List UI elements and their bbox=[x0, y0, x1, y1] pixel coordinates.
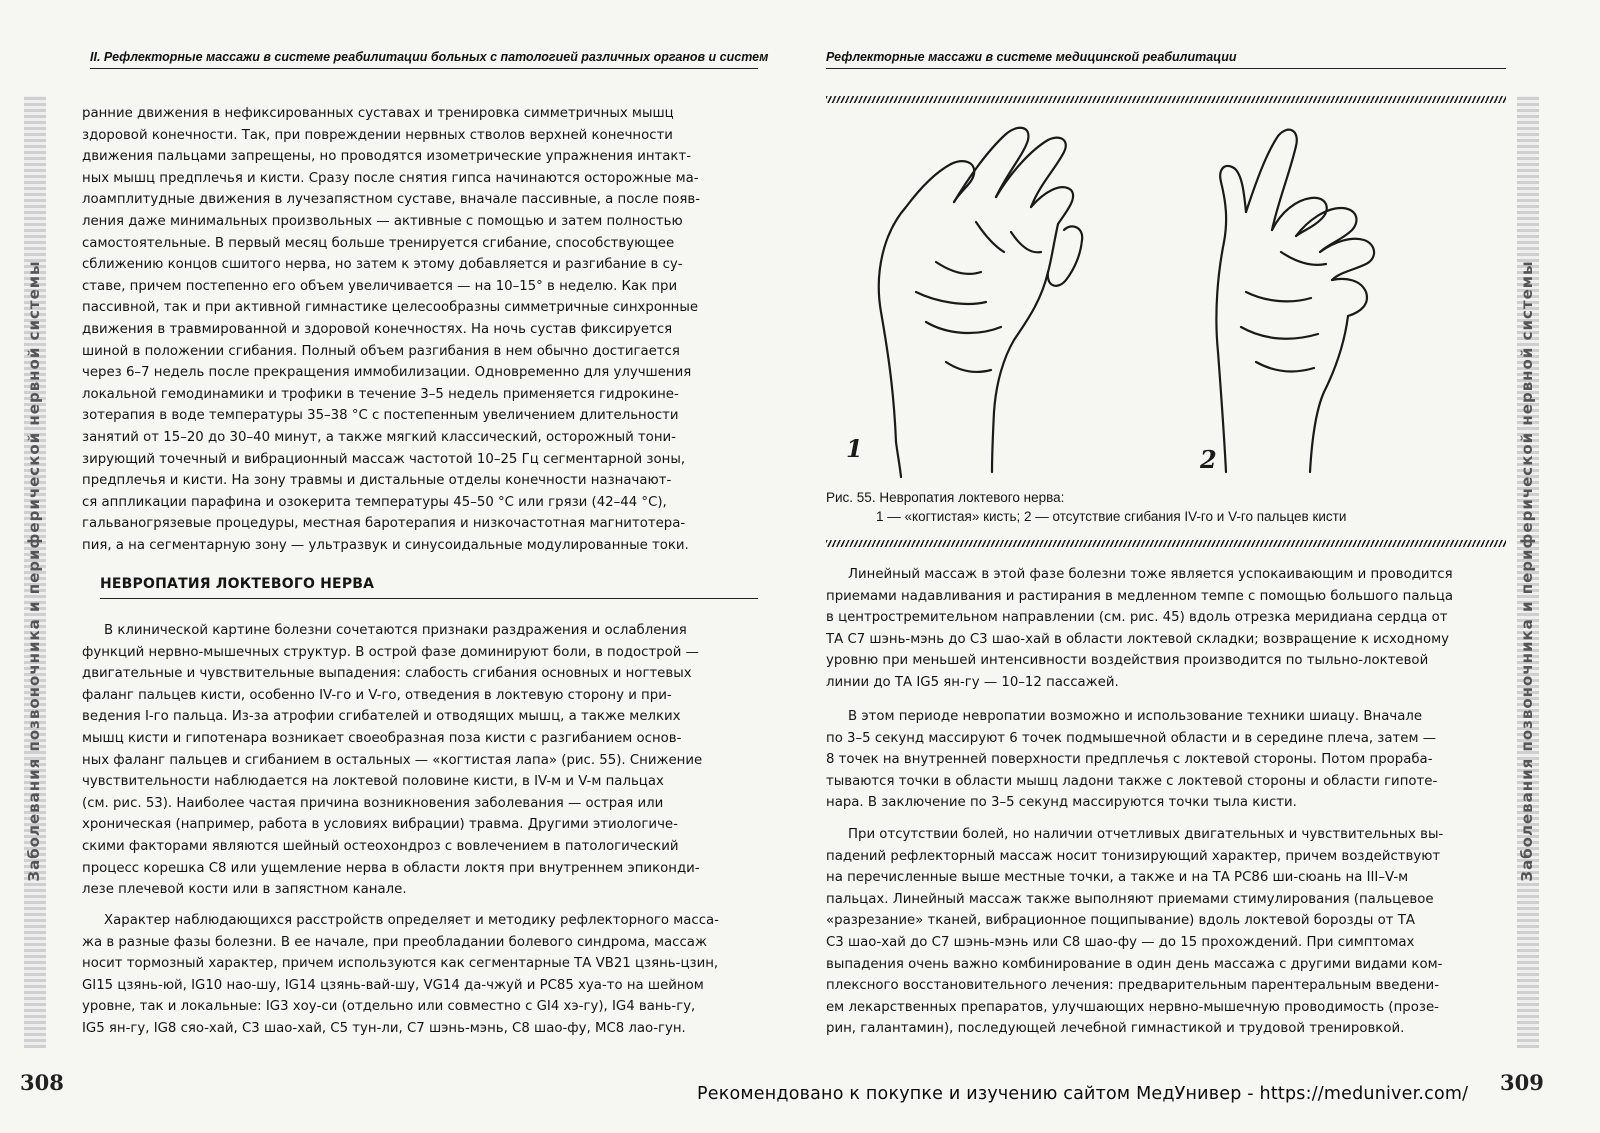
text-line: пальцах. Линейный массаж также выполняют приемами стимулирования (пальцевое bbox=[826, 891, 1434, 907]
text-line: IG5 ян-гу, IG8 сяо-хай, С3 шао-хай, С5 тун-ли, С7 шэнь-мэнь, С8 шао-фу, МС8 лао-гун. bbox=[82, 1020, 686, 1036]
text-line: ных фаланг пальцев и сгибанием в остальных — «когтистая лапа» (рис. 55). Снижение bbox=[82, 752, 703, 768]
text-line: GI15 цзянь-юй, IG10 нао-шу, IG14 цзянь-вай-шу, VG14 да-чжуй и РС85 хуа-то на шейном bbox=[82, 977, 704, 993]
figure-caption bbox=[826, 488, 1506, 526]
text-line: носит тормозный характер, причем используются как сегментарные ТА VB21 цзянь-цзин, bbox=[82, 956, 719, 972]
text-line: по 3–5 секунд массируют 6 точек подмышечной области и в середине плеча, затем — bbox=[826, 730, 1437, 746]
page-number-left: 308 bbox=[20, 1070, 64, 1095]
text-line: тываются точки в области мышц ладони также с локтевой стороны и области гипоте- bbox=[826, 773, 1438, 789]
text-line: лезе плечевой кости или в запястном канале. bbox=[82, 882, 407, 898]
right-paragraph-2 bbox=[826, 706, 1506, 814]
hands-illustration bbox=[826, 112, 1506, 482]
text-line: локальной гемодинамики и трофики в течение 3–5 недель применяется гидрокине- bbox=[82, 386, 679, 402]
side-strip-left bbox=[24, 96, 46, 1048]
text-line: в центростремительном направлении (см. рис. 45) вдоль отрезка меридиана сердца от bbox=[826, 610, 1448, 626]
text-line: ных мышц предплечья и кисти. Сразу после снятия гипса начинаются осторожные ма- bbox=[82, 170, 699, 186]
caption-line-2: 1 — «когтистая» кисть; 2 — отсутствие сгибания IV-го и V-го пальцев кисти bbox=[876, 509, 1347, 524]
text-line: ранние движения в нефиксированных суставах и тренировка симметричных мышц bbox=[82, 106, 674, 121]
hatch-rule-bottom bbox=[826, 540, 1506, 547]
text-line: гальваногрязевые процедуры, местная баротерапия и низкочастотная магнитотера- bbox=[82, 516, 686, 532]
claw-hand-drawing bbox=[879, 128, 1082, 477]
text-line: пия, а на сегментарную зону — ультразвук и синусоидальные модулированные токи. bbox=[82, 537, 689, 553]
text-line: чувствительности наблюдается на локтевой половине кисти, в IV-м и V-м пальцах bbox=[82, 774, 664, 790]
text-line: процесс корешка С8 или ущемление нерва в области локтя при внутреннем эпиконди- bbox=[82, 860, 700, 876]
text-line: зирующий точечный и вибрационный массаж частотой 10–25 Гц сегментарной зоны, bbox=[82, 451, 686, 467]
text-line: шиной в положении сгибания. Полный объем разгибания в нем обычно достигается bbox=[82, 343, 680, 359]
running-head-right: Рефлекторные массажи в системе медицинской реабилитации bbox=[826, 50, 1506, 69]
section-title: НЕВРОПАТИЯ ЛОКТЕВОГО НЕРВА bbox=[100, 576, 758, 599]
text-line: предплечья и кисти. На зону травмы и дистальные отделы конечности назначают- bbox=[82, 473, 672, 489]
watermark-link[interactable]: Рекомендовано к покупке и изучению сайтом МедУнивер - https://meduniver.com/ bbox=[697, 1084, 1469, 1104]
fist-hand-drawing bbox=[1216, 130, 1374, 472]
text-line: двигательные и чувствительные выпадения: слабость сгибания основных и ногтевых bbox=[82, 666, 692, 682]
text-line: самостоятельные. В первый месяц больше тренируется сгибание, способствующее bbox=[82, 235, 675, 251]
text-line: ления даже минимальных произвольных — активные с помощью и затем полностью bbox=[82, 213, 683, 229]
hatch-rule-top bbox=[826, 96, 1506, 103]
text-line: мышц кисти и гипотенара возникает своеобразная поза кисти с разгибанием основ- bbox=[82, 730, 682, 746]
right-paragraph-1 bbox=[826, 564, 1506, 694]
left-paragraph-2 bbox=[82, 620, 758, 901]
figure-label-1: 1 bbox=[846, 434, 863, 463]
text-line: движения в травмированной и здоровой конечностях. На ночь сустав фиксируется bbox=[82, 321, 673, 337]
text-line: (см. рис. 53). Наиболее частая причина возникновения заболевания — острая или bbox=[82, 795, 664, 811]
text-line: При отсутствии болей, но наличии отчетливых двигательных и чувствительных вы- bbox=[848, 827, 1444, 842]
text-line: через 6–7 недель после прекращения иммобилизации. Одновременно для улучшения bbox=[82, 365, 692, 381]
text-line: на перечисленные выше местные точки, а также и на ТА РС86 ши-сюань на III–V-м bbox=[826, 870, 1409, 886]
text-line: 8 точек на внутренней поверхности предплечья с локтевой стороны. Потом прораба- bbox=[826, 752, 1433, 768]
text-line: жа в разные фазы болезни. В ее начале, при преобладании болевого синдрома, массаж bbox=[82, 934, 707, 950]
text-line: хроническая (например, работа в условиях вибрации) травма. Другими этиологиче- bbox=[82, 817, 678, 833]
text-line: занятий от 15–20 до 30–40 минут, а также мягкий классический, осторожный тони- bbox=[82, 429, 676, 445]
text-line: нара. В заключение по 3–5 секунд массируются точки тыла кисти. bbox=[826, 795, 1297, 811]
right-paragraph-3 bbox=[826, 824, 1506, 1040]
text-line: уровне, так и локальные: IG3 хоу-си (отдельно или совместно с GI4 хэ-гу), IG4 вань-гу, bbox=[82, 999, 696, 1015]
text-line: линии до ТА IG5 ян-гу — 10–12 пассажей. bbox=[826, 674, 1119, 690]
side-strip-text-left: Заболевания позвоночника и периферической нервной системы bbox=[25, 260, 43, 882]
text-line: функций нервно-мышечных структур. В острой фазе доминируют боли, в подострой — bbox=[82, 644, 699, 660]
text-line: ведения I-го пальца. Из-за атрофии сгибателей и отводящих мышц, а также мелких bbox=[82, 709, 681, 725]
left-paragraph-3 bbox=[82, 910, 758, 1040]
text-line: фаланг пальцев кисти, особенно IV-го и V-го, отведения в локтевую сторону и при- bbox=[82, 687, 672, 703]
figure-label-2: 2 bbox=[1200, 445, 1217, 474]
figure-55 bbox=[826, 112, 1506, 482]
running-head-left: II. Рефлекторные массажи в системе реабилитации больных с патологией различных органов и систем bbox=[90, 50, 758, 69]
text-line: падений рефлекторный массаж носит тонизирующий характер, причем воздействуют bbox=[826, 848, 1441, 864]
page-number-right: 309 bbox=[1500, 1070, 1544, 1095]
left-paragraph-1 bbox=[82, 103, 758, 556]
text-line: здоровой конечности. Так, при повреждении нервных стволов верхней конечности bbox=[82, 127, 673, 143]
text-line: выпадения очень важно комбинирование в один день массажа с другими видами ком- bbox=[826, 956, 1443, 972]
text-line: приемами надавливания и растирания в медленном темпе с помощью большого пальца bbox=[826, 588, 1454, 604]
text-line: С3 шао-хай до С7 шэнь-мэнь или С8 шао-фу — до 15 прохождений. При симптомах bbox=[826, 934, 1415, 950]
text-line: ся аппликации парафина и озокерита температуры 45–50 °С или грязи (42–44 °С), bbox=[82, 494, 667, 510]
text-line: лоамплитудные движения в лучезапястном суставе, вначале пассивные, а после появ- bbox=[82, 192, 701, 208]
text-line: сближению концов сшитого нерва, но затем к этому добавляется и разгибание в су- bbox=[82, 257, 683, 273]
text-line: зотерапия в воде температуры 35–38 °С с постепенным увеличением длительности bbox=[82, 408, 679, 424]
text-line: В этом периоде невропатии возможно и использование техники шиацу. Вначале bbox=[848, 709, 1423, 724]
text-line: «разрезание» тканей, вибрационное пощипывание) вдоль локтевой борозды от ТА bbox=[826, 913, 1415, 929]
text-line: ем лекарственных препаратов, улучшающих нервно-мышечную проводимость (прозе- bbox=[826, 999, 1439, 1015]
right-page bbox=[800, 0, 1600, 1133]
text-line: плексного восстановительного лечения: предварительным парентеральным введени- bbox=[826, 978, 1439, 994]
text-line: ставе, причем постепенно его объем увеличивается — на 10–15° в неделю. Как при bbox=[82, 278, 678, 294]
text-line: Характер наблюдающихся расстройств определяет и методику рефлекторного масса- bbox=[104, 913, 719, 928]
text-line: В клинической картине болезни сочетаются признаки раздражения и ослабления bbox=[104, 623, 687, 638]
side-strip-text-right: Заболевания позвоночника и периферической нервной системы bbox=[1518, 260, 1536, 882]
text-line: уровню при меньшей интенсивности воздействия производится по тыльно-локтевой bbox=[826, 653, 1429, 669]
text-line: движения пальцами запрещены, но проводятся изометрические упражнения интакт- bbox=[82, 149, 692, 165]
caption-line-1: Рис. 55. Невропатия локтевого нерва: bbox=[826, 490, 1065, 505]
text-line: ТА С7 шэнь-мэнь до С3 шао-хай в области локтевой складки; возвращение к исходному bbox=[826, 631, 1449, 647]
text-line: рин, галантамин), последующей лечебной гимнастикой и трудовой тренировкой. bbox=[826, 1021, 1405, 1037]
text-line: скими факторами являются шейный остеохондроз с вовлечением в патологический bbox=[82, 838, 679, 854]
side-strip-right bbox=[1517, 96, 1539, 1048]
text-line: Линейный массаж в этой фазе болезни тоже является успокаивающим и проводится bbox=[848, 567, 1453, 582]
text-line: пассивной, так и при активной гимнастике целесообразны симметричные синхронные bbox=[82, 300, 699, 316]
